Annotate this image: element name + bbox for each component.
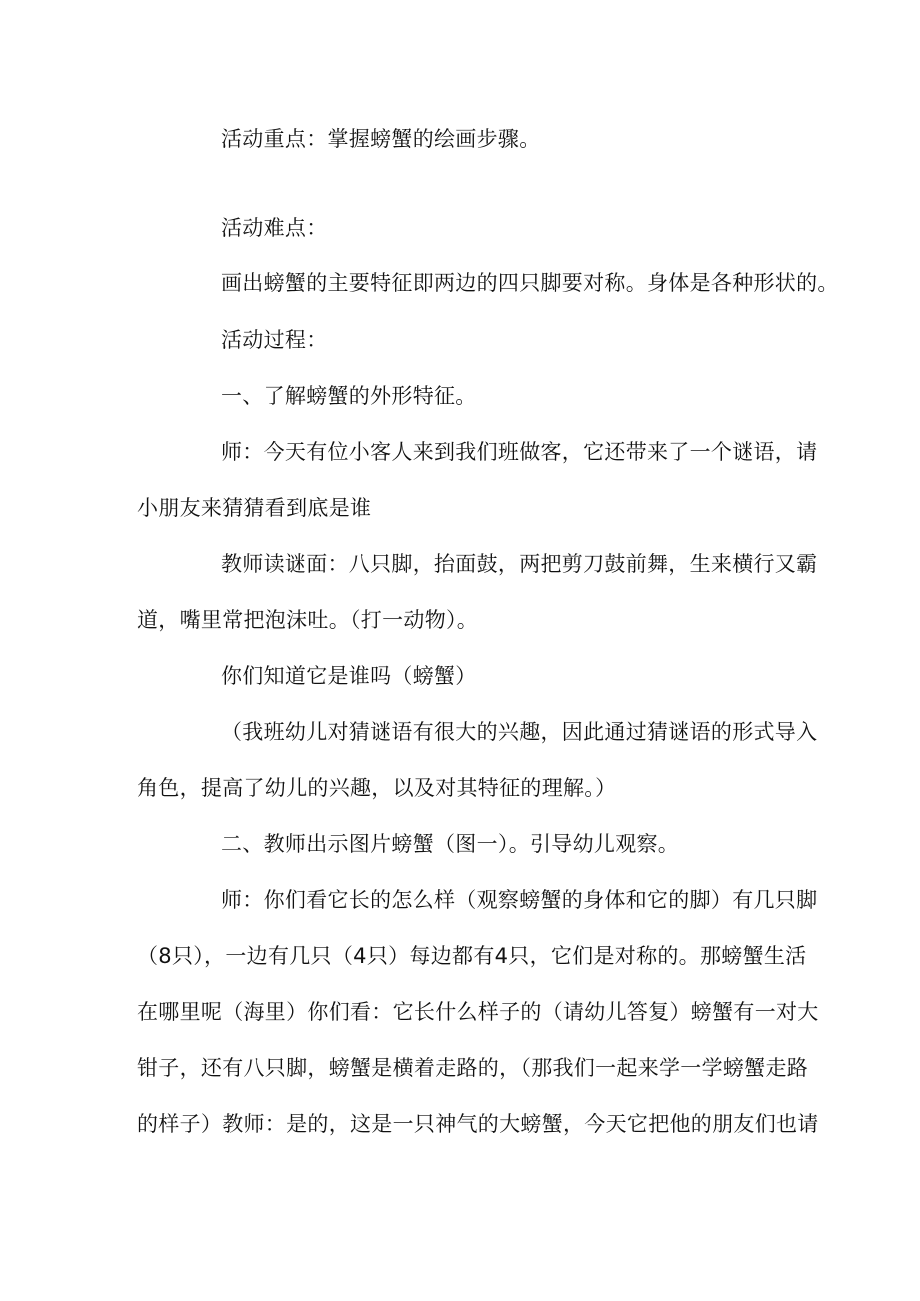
paragraph-line: 角色，提高了幼儿的兴趣，以及对其特征的理解。） [137, 776, 617, 800]
paragraph-line: 钳子，还有八只脚，螃蟹是横着走路的，（那我们一起来学一学螃蟹走路 [137, 1056, 809, 1080]
paragraph-line: 道，嘴里常把泡沫吐。（打一动物）。 [137, 608, 479, 632]
paragraph-line: 你们知道它是谁吗（螃蟹） [221, 664, 477, 688]
activity-focus-line: 活动重点：掌握螃蟹的绘画步骤。 [221, 127, 541, 151]
activity-difficulty-text: 画出螃蟹的主要特征即两边的四只脚要对称。身体是各种形状的。 [221, 271, 839, 295]
section-two-heading: 二、教师出示图片螃蟹（图一）。引导幼儿观察。 [221, 832, 680, 856]
paragraph-line: （8只），一边有几只（4只）每边都有4只，它们是对称的。那螃蟹生活 [137, 944, 807, 968]
paragraph-line: 师：今天有位小客人来到我们班做客，它还带来了一个谜语，请 [221, 440, 818, 464]
activity-process-heading: 活动过程： [221, 328, 328, 352]
paragraph-line: 的样子）教师：是的，这是一只神气的大螃蟹，今天它把他的朋友们也请 [137, 1112, 819, 1136]
paragraph-line: 教师读谜面：八只脚，抬面鼓，两把剪刀鼓前舞，生来横行又霸 [221, 552, 818, 576]
paragraph-line: （我班幼儿对猜谜语有很大的兴趣，因此通过猜谜语的形式导入 [221, 720, 818, 744]
paragraph-line: 师：你们看它长的怎么样（观察螃蟹的身体和它的脚）有几只脚 [221, 888, 818, 912]
activity-difficulty-heading: 活动难点： [221, 216, 328, 240]
paragraph-line: 小朋友来猜猜看到底是谁 [137, 496, 372, 520]
paragraph-line: 在哪里呢（海里）你们看：它长什么样子的（请幼儿答复）螃蟹有一对大 [137, 1000, 819, 1024]
section-one-heading: 一、了解螃蟹的外形特征。 [221, 384, 477, 408]
